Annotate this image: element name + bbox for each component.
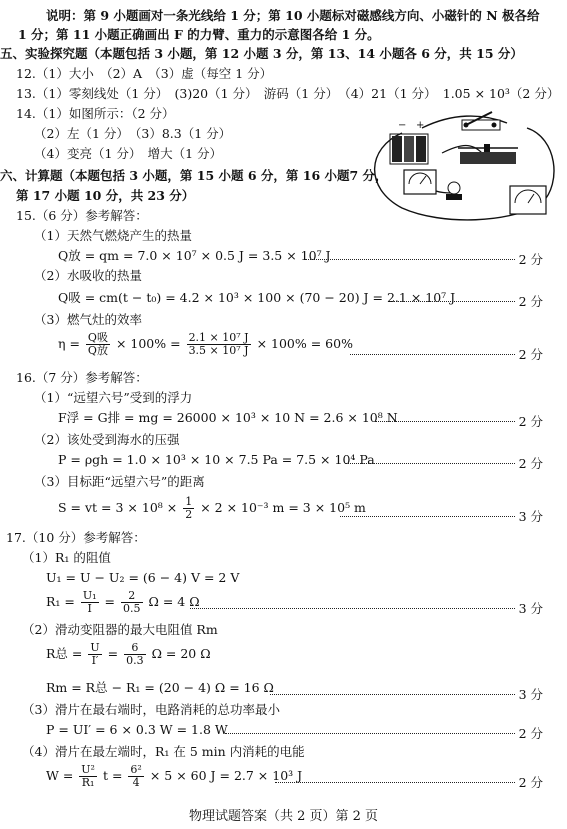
q17-head: 17.（10 分）参考解答： [6, 530, 146, 545]
fraction [183, 496, 194, 521]
numerator: 2 [121, 590, 143, 603]
q17-part2: （2）滑动变阻器的最大电阻值 Rm [22, 622, 218, 637]
fraction [81, 590, 99, 615]
score-q17-4: 2 分 [518, 775, 543, 790]
eq-text: R总 = [46, 646, 83, 661]
q16-head: 16.（7 分）参考解答： [16, 370, 148, 385]
q15-eq1: Q放 = qm = 7.0 × 10⁷ × 0.5 J = 3.5 × 10⁷ J [58, 248, 331, 263]
eq-text: × 2 × 10⁻³ m = 3 × 10⁵ m [200, 500, 366, 515]
eq-text: η = [58, 336, 80, 351]
denominator: 0.5 [123, 602, 141, 615]
q16-part1: （1）“远望六号”受到的浮力 [34, 390, 193, 405]
q17-eq6 [46, 764, 302, 789]
section5-title: 五、实验探究题（本题包括 3 小题，第 12 小题 3 分，第 13、14 小题各 6 分，共 15 分） [0, 46, 523, 61]
q17-part3: （3）滑片在最右端时，电路消耗的总功率最小 [22, 702, 280, 717]
denominator: 4 [132, 776, 140, 789]
score-q16-3: 3 分 [518, 509, 543, 524]
q17-part4: （4）滑片在最左端时，R₁ 在 5 min 内消耗的电能 [22, 744, 305, 759]
denominator: Q放 [87, 344, 108, 357]
score-q17-1: 3 分 [518, 601, 543, 616]
q13-answer: 13.（1）零刻线处（1 分） (3)20（1 分） 游码（1 分） （4）21（1 分） 1.05 × 10³（2 分） [16, 86, 560, 101]
numerator: 6² [130, 763, 142, 776]
svg-text:+: + [416, 120, 425, 131]
fraction [187, 332, 251, 357]
eq-text: × 100% = 60% [256, 336, 353, 351]
eq-text: × 5 × 60 J = 2.7 × 10³ J [149, 768, 303, 783]
q17-eq1: U₁ = U − U₂ = (6 − 4) V = 2 V [46, 570, 240, 585]
note-line-1: 说明：第 9 小题画对一条光线给 1 分；第 10 小题标对磁感线方向、小磁针的 N 极各给 [46, 8, 540, 23]
q17-eq4: Rm = R总 − R₁ = (20 − 4) Ω = 16 Ω [46, 680, 274, 695]
numerator: U [90, 641, 100, 654]
circuit-diagram [362, 108, 562, 226]
q14-line-3: （4）变亮（1 分） 增大（1 分） [34, 146, 223, 161]
numerator: 6 [124, 642, 146, 655]
eq-text: Ω = 20 Ω [151, 646, 211, 661]
score-q15-1: 2 分 [518, 252, 543, 267]
eq-text: R₁ = [46, 594, 75, 609]
score-q15-3: 2 分 [518, 347, 543, 362]
q15-eq2: Q吸 = cm(t − t₀) = 4.2 × 10³ × 100 × (70 − 20) J = 2.1 × 10⁷ J [58, 290, 456, 305]
q15-part3: （3）燃气灶的效率 [34, 312, 142, 327]
fraction [128, 764, 143, 789]
denominator: I [87, 602, 92, 615]
section6-title-1: 六、计算题（本题包括 3 小题，第 15 小题 6 分，第 16 小题7 分， [0, 168, 388, 183]
numerator: Q吸 [87, 331, 108, 344]
ammeter-icon [510, 186, 546, 214]
fraction [121, 590, 143, 615]
denominator: 3.5 × 10⁷ J [188, 344, 249, 357]
score-q16-1: 2 分 [518, 414, 543, 429]
eq-text: = [107, 646, 119, 661]
rheostat-icon [458, 144, 518, 164]
fraction [88, 642, 101, 667]
section6-title-2: 第 17 小题 10 分，共 23 分） [16, 188, 195, 203]
q17-eq2 [46, 590, 200, 615]
q15-part2: （2）水吸收的热量 [34, 268, 142, 283]
numerator: U² [81, 763, 95, 776]
q17-part1: （1）R₁ 的阻值 [22, 550, 111, 565]
leader-dots [345, 463, 515, 464]
denominator: I′ [91, 654, 99, 667]
leader-dots [190, 608, 515, 609]
denominator: 0.3 [126, 654, 144, 667]
numerator: 2.1 × 10⁷ J [188, 331, 249, 344]
numerator: 1 [185, 495, 193, 508]
leader-dots [225, 733, 515, 734]
score-q16-2: 2 分 [518, 456, 543, 471]
eq-text: W = [46, 768, 74, 783]
leader-dots [270, 694, 515, 695]
lamp-icon [446, 182, 462, 200]
leader-dots [305, 259, 515, 260]
voltmeter-icon [404, 170, 436, 194]
leader-dots [340, 516, 515, 517]
q16-part2: （2）该处受到海水的压强 [34, 432, 180, 447]
q16-eq1: F浮 = G排 = mg = 26000 × 10³ × 10 N = 2.6 × 10⁸ N [58, 410, 398, 425]
denominator: R₁ [81, 776, 95, 789]
q15-head: 15.（6 分）参考解答： [16, 208, 148, 223]
fraction [79, 764, 97, 789]
score-q17-3: 2 分 [518, 726, 543, 741]
eq-text: × 100% = [115, 336, 181, 351]
score-q17-2: 3 分 [518, 687, 543, 702]
fraction [86, 332, 110, 357]
denominator: 2 [185, 508, 193, 521]
eq-text: t = [102, 768, 123, 783]
eq-text: S = vt = 3 × 10⁸ × [58, 500, 178, 515]
q14-line-1: 14.（1）如图所示：（2 分） [16, 106, 175, 121]
battery-icon [390, 120, 428, 164]
leader-dots [275, 782, 515, 783]
q15-eq3 [58, 332, 353, 357]
page-footer: 物理试题答案（共 2 页）第 2 页 [188, 809, 379, 824]
leader-dots [350, 354, 515, 355]
q17-eq5: P = UI′ = 6 × 0.3 W = 1.8 W [46, 722, 228, 737]
eq-text: Ω = 4 Ω [148, 594, 200, 609]
q16-part3: （3）目标距“远望六号”的距离 [34, 474, 205, 489]
leader-dots [375, 421, 515, 422]
q17-eq3 [46, 642, 211, 667]
q12-answer: 12.（1）大小 （2）A （3）虚（每空 1 分） [16, 66, 273, 81]
numerator: U₁ [82, 589, 97, 602]
switch-icon [462, 112, 500, 130]
q14-line-2: （2）左（1 分） （3）8.3（1 分） [34, 126, 232, 141]
svg-text:−: − [398, 120, 407, 131]
q16-eq3 [58, 496, 366, 521]
eq-text: = [104, 594, 116, 609]
score-q15-2: 2 分 [518, 294, 543, 309]
q15-part1: （1）天然气燃烧产生的热量 [34, 228, 192, 243]
leader-dots [390, 301, 515, 302]
q16-eq2: P = ρgh = 1.0 × 10³ × 10 × 7.5 Pa = 7.5 × 10⁴ Pa [58, 452, 375, 467]
fraction [124, 642, 146, 667]
note-line-2: 1 分；第 11 小题正确画出 F 的力臂、重力的示意图各给 1 分。 [18, 27, 380, 42]
